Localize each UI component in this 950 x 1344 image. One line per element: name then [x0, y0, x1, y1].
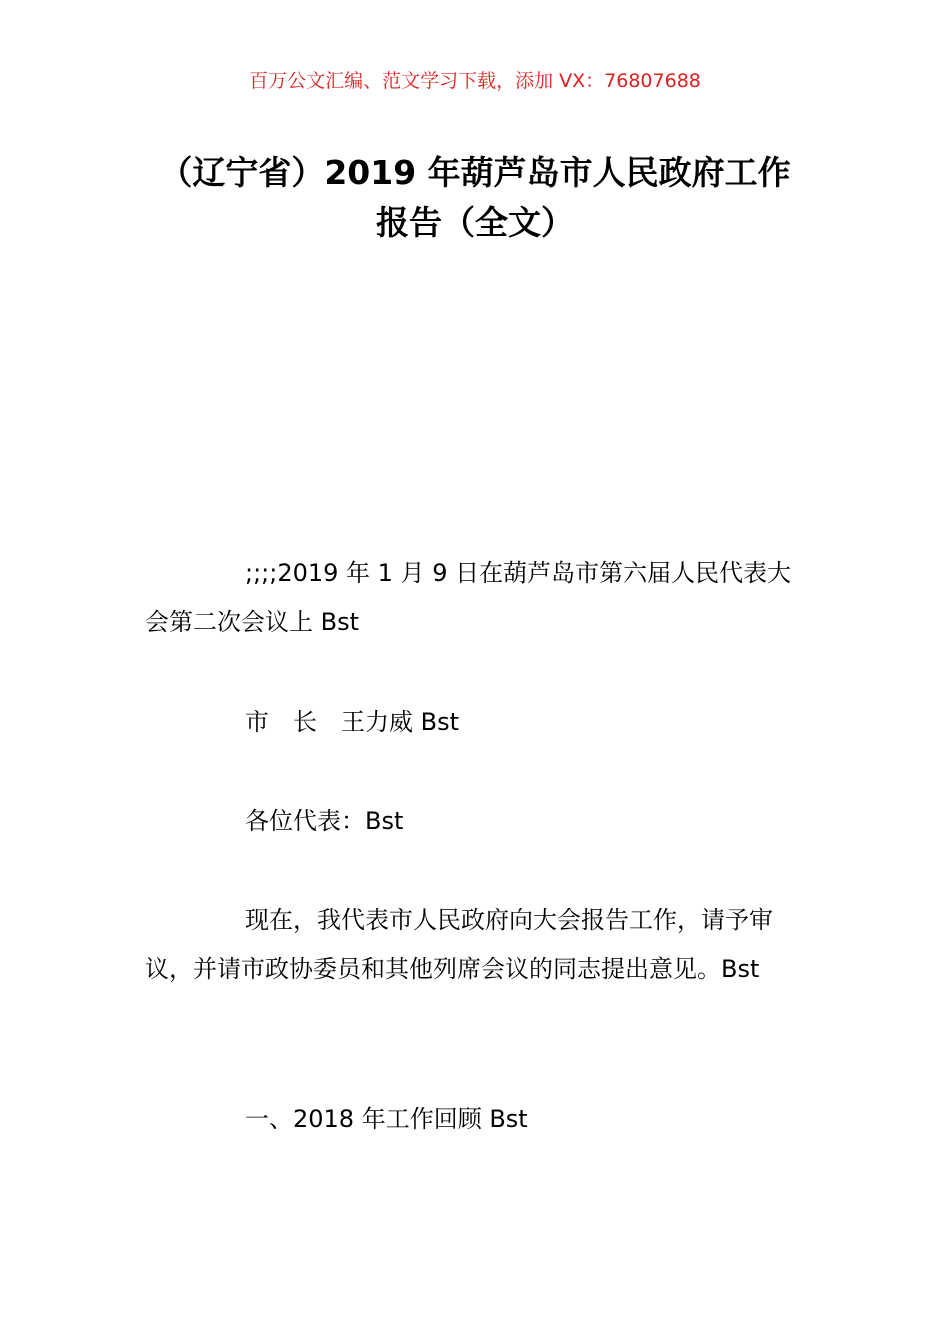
paragraph-meeting-info [145, 549, 810, 647]
section-heading-text: 一、2018 年工作回顾 Bst [245, 1105, 528, 1133]
paragraph-intro [145, 896, 810, 994]
paragraph-text: ;;;;2019 年 1 月 9 日在葫芦岛市第六届人民代表大会第二次会议上 Bst [145, 559, 792, 636]
paragraph-mayor [145, 698, 810, 747]
document-title: （辽宁省）2019 年葫芦岛市人民政府工作报告（全文） [159, 153, 791, 242]
paragraph-greeting [145, 797, 810, 846]
paragraph-text: 市 长 王力威 Bst [245, 708, 460, 736]
paragraph-text: 现在，我代表市人民政府向大会报告工作，请予审议，并请市政协委员和其他列席会议的同志提出意见。Bst [145, 906, 773, 983]
paragraph-text: 各位代表：Bst [245, 807, 404, 835]
section-heading-review [145, 1095, 810, 1144]
header-promo-text: 百万公文汇编、范文学习下载，添加 VX：76807688 [249, 70, 701, 92]
